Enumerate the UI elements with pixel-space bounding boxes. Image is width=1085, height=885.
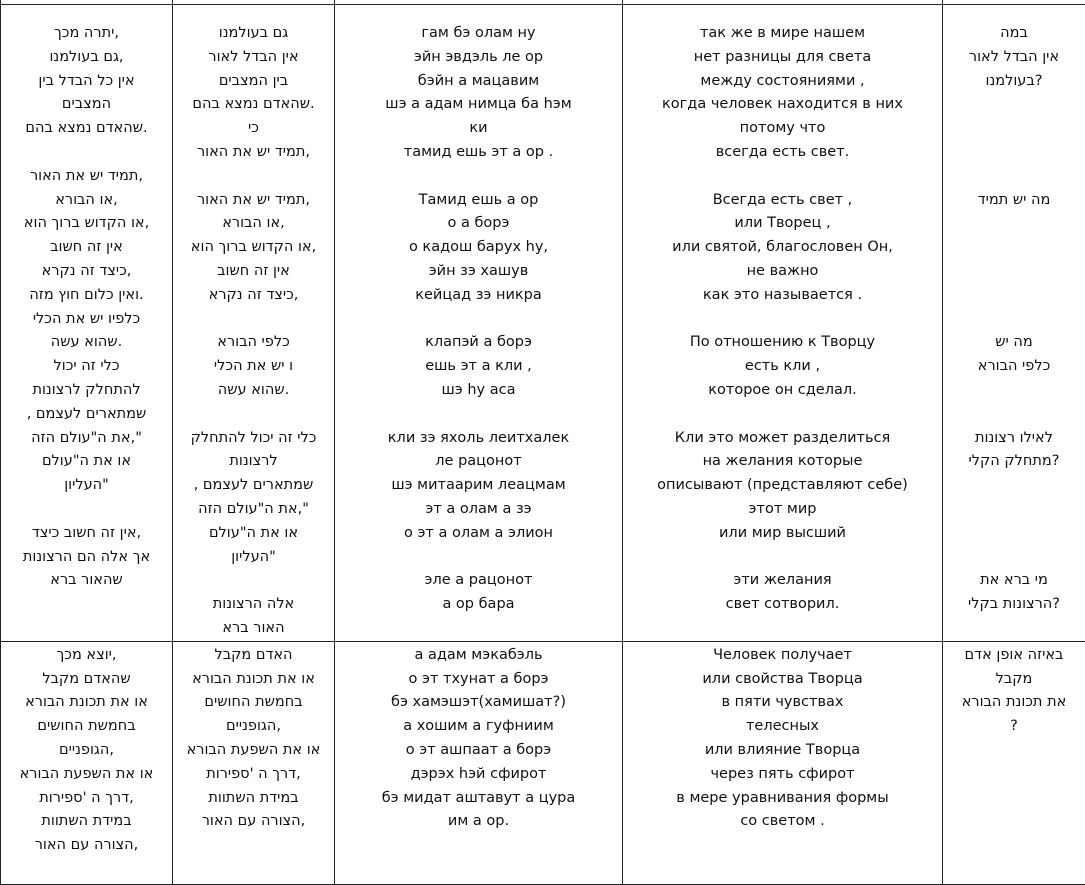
cell-line: או את ה"עולם	[173, 522, 334, 546]
cell-line	[335, 165, 622, 189]
cell-line: לרצונות	[173, 450, 334, 474]
cell-line: מי ברא את	[943, 569, 1085, 593]
cell-line: или Творец ,	[623, 212, 942, 236]
cell-line: со светом .	[623, 810, 942, 834]
cell-line: האור ברא	[173, 617, 334, 641]
cell-line: о эт ашпаат а борэ	[335, 739, 622, 763]
cell-line	[943, 403, 1085, 427]
cell-line	[943, 236, 1085, 260]
cell-line: המצבים	[1, 93, 172, 117]
cell-line: о эт а олам а элион	[335, 522, 622, 546]
cell-line: או את השפעת הבורא	[173, 739, 334, 763]
cell-line: במידת השתוות	[173, 787, 334, 811]
cell-hebrew-text	[1, 641, 173, 884]
cell-line: .ואין כלום חוץ מזה	[1, 284, 172, 308]
cell-line: в мере уравнивания формы	[623, 787, 942, 811]
cell-line: ,אין זה חשוב כיצד	[1, 522, 172, 546]
cell-line: о а борэ	[335, 212, 622, 236]
cell-line: ,גם בעולמנו	[1, 46, 172, 70]
cell-line: אלה הרצונות	[173, 593, 334, 617]
cell-line: מה יש תמיד	[943, 189, 1085, 213]
table-row	[1, 5, 1085, 642]
cell-line: .שהוא עשה	[173, 379, 334, 403]
cell-line	[173, 308, 334, 332]
cell-line: бэ хамэшэт(хамишат?)	[335, 691, 622, 715]
cell-line: ,כיצד זה נקרא	[173, 284, 334, 308]
cell-line: אך אלה הם הרצונות	[1, 546, 172, 570]
cell-line: מה יש	[943, 331, 1085, 355]
cell-line: Человек получает	[623, 644, 942, 668]
cell-line	[943, 117, 1085, 141]
cell-line: ,כיצד זה נקרא	[1, 260, 172, 284]
cell-line: эт а олам а зэ	[335, 498, 622, 522]
cell-line: ?הרצונות בקלי	[943, 593, 1085, 617]
cell-line: или мир высший	[623, 522, 942, 546]
cell-line: эти желания	[623, 569, 942, 593]
cell-line	[943, 474, 1085, 498]
cell-line: ?מתחלק הקלי	[943, 450, 1085, 474]
cell-line	[943, 498, 1085, 522]
cell-line	[335, 546, 622, 570]
cell-line: כלי זה יכול	[1, 355, 172, 379]
cell-line: שמתארים לעצמם ,	[173, 474, 334, 498]
cell-line: כלפי הבורא	[173, 331, 334, 355]
cell-line: אין כל הבדל בין	[1, 70, 172, 94]
cell-line: ,או הקדוש ברוך הוא	[1, 212, 172, 236]
cell-line: кейцад зэ никра	[335, 284, 622, 308]
cell-line	[943, 93, 1085, 117]
cell-line: אין זה חשוב	[1, 236, 172, 260]
cell-line: Всегда есть свет ,	[623, 189, 942, 213]
cell-line: или святой, благословен Он,	[623, 236, 942, 260]
cell-line: ,או הבורא	[173, 212, 334, 236]
cell-line: нет разницы для света	[623, 46, 942, 70]
cell-line: ו יש את הכלי	[173, 355, 334, 379]
cell-line: шэ hу аса	[335, 379, 622, 403]
cell-line: או את תכונת הבורא	[1, 691, 172, 715]
cell-line: не важно	[623, 260, 942, 284]
cell-translation	[623, 641, 943, 884]
cell-line: кли зэ яхоль леитхалек	[335, 427, 622, 451]
cell-line: או את השפעת הבורא	[1, 763, 172, 787]
cell-line: По отношению к Творцу	[623, 331, 942, 355]
table-row	[1, 641, 1085, 884]
cell-line: אין הבדל לאור	[943, 46, 1085, 70]
cell-line: ,הצורה עם האור	[1, 834, 172, 858]
cell-line	[943, 260, 1085, 284]
cell-line: Кли это может разделиться	[623, 427, 942, 451]
cell-line: дэрэх hэй сфирот	[335, 763, 622, 787]
cell-line: במידת השתוות	[1, 810, 172, 834]
cell-line: מקבל	[943, 668, 1085, 692]
cell-hebrew-short	[173, 641, 335, 884]
cell-line	[623, 546, 942, 570]
cell-line: шэ а адам нимца ба hэм	[335, 93, 622, 117]
cell-line: באיזה אופן אדם	[943, 644, 1085, 668]
cell-line: ,תמיד יש את האור	[1, 165, 172, 189]
cell-line: אין הבדל לאור	[173, 46, 334, 70]
cell-line: ,תמיד יש את האור	[173, 141, 334, 165]
cell-line: ",את ה"עולם הזה	[173, 498, 334, 522]
cell-line: клапэй а борэ	[335, 331, 622, 355]
cell-line: שהאדם מקבל	[1, 668, 172, 692]
cell-line: בחמשת החושים	[173, 691, 334, 715]
cell-hebrew-short	[173, 5, 335, 642]
cell-line: כלפי הבורא	[943, 355, 1085, 379]
cell-line	[335, 308, 622, 332]
cell-line: .שהאדם נמצא בהם	[1, 117, 172, 141]
cell-line	[335, 403, 622, 427]
cell-line: שהאור ברא	[1, 569, 172, 593]
cell-line: ,יתרה מכך	[1, 22, 172, 46]
cell-line: או את תכונת הבורא	[173, 668, 334, 692]
cell-line: ?בעולמנו	[943, 70, 1085, 94]
cell-line: להתחלק לרצונות	[1, 379, 172, 403]
cell-line: ,דרך ה 'ספירות	[173, 763, 334, 787]
cell-line: גם בעולמנו	[173, 22, 334, 46]
cell-line: ешь эт а кли ,	[335, 355, 622, 379]
cell-line	[943, 284, 1085, 308]
cell-line	[623, 165, 942, 189]
cell-line: шэ митаарим леацмам	[335, 474, 622, 498]
cell-line	[943, 522, 1085, 546]
cell-line: описывают (представляют себе)	[623, 474, 942, 498]
cell-line: בין המצבים	[173, 70, 334, 94]
cell-line: когда человек находится в них	[623, 93, 942, 117]
cell-line: ,הגופניים	[173, 715, 334, 739]
cell-line	[173, 165, 334, 189]
cell-line: между состояниями ,	[623, 70, 942, 94]
cell-line: которое он сделал.	[623, 379, 942, 403]
cell-line	[623, 308, 942, 332]
cell-line: אין זה חשוב	[173, 260, 334, 284]
cell-line: а адам мэкабэль	[335, 644, 622, 668]
cell-transliteration	[335, 641, 623, 884]
cell-line: или свойства Творца	[623, 668, 942, 692]
cell-line	[943, 546, 1085, 570]
cell-line: ,הגופניים	[1, 739, 172, 763]
cell-line: כי	[173, 117, 334, 141]
cell-line	[943, 212, 1085, 236]
cell-line: ,או הבורא	[1, 189, 172, 213]
cell-line	[943, 141, 1085, 165]
cell-line: כלי זה יכול להתחלק	[173, 427, 334, 451]
cell-line: בחמשת החושים	[1, 715, 172, 739]
cell-line: ?	[943, 715, 1085, 739]
cell-line: ,הצורה עם האור	[173, 810, 334, 834]
cell-line: ки	[335, 117, 622, 141]
cell-line: לאילו רצונות	[943, 427, 1085, 451]
cell-line: этот мир	[623, 498, 942, 522]
cell-line: о кадош барух hу,	[335, 236, 622, 260]
cell-line	[1, 498, 172, 522]
cell-line: .שהאדם נמצא בהם	[173, 93, 334, 117]
cell-line: есть кли ,	[623, 355, 942, 379]
cell-line: через пять сфирот	[623, 763, 942, 787]
cell-line: "העליון	[1, 474, 172, 498]
cell-line: всегда есть свет.	[623, 141, 942, 165]
cell-line: эле а рацонот	[335, 569, 622, 593]
cell-line: ,תמיד יש את האור	[173, 189, 334, 213]
cell-line	[173, 569, 334, 593]
cell-line: бэйн а мацавим	[335, 70, 622, 94]
cell-line: телесных	[623, 715, 942, 739]
cell-line: האדם מקבל	[173, 644, 334, 668]
cell-line: свет сотворил.	[623, 593, 942, 617]
cell-line: им а ор.	[335, 810, 622, 834]
cell-line: .שהוא עשה	[1, 331, 172, 355]
cell-line: а хошим а гуфниим	[335, 715, 622, 739]
cell-line: тамид ешь эт а ор .	[335, 141, 622, 165]
cell-line: במה	[943, 22, 1085, 46]
cell-line: эйн зэ хашув	[335, 260, 622, 284]
cell-line: ,או הקדוש ברוך הוא	[173, 236, 334, 260]
cell-line: потому что	[623, 117, 942, 141]
cell-line	[943, 308, 1085, 332]
cell-line: ,דרך ה 'ספירות	[1, 787, 172, 811]
cell-line: שמתארים לעצמם ,	[1, 403, 172, 427]
cell-line: את תכונת הבורא	[943, 691, 1085, 715]
cell-line: ле рацонот	[335, 450, 622, 474]
cell-line: как это называется .	[623, 284, 942, 308]
cell-line: о эт тхунат а борэ	[335, 668, 622, 692]
cell-line: гам бэ олам ну	[335, 22, 622, 46]
cell-line: כלפיו יש את הכלי	[1, 308, 172, 332]
cell-line: на желания которые	[623, 450, 942, 474]
cell-line: в пяти чувствах	[623, 691, 942, 715]
cell-line	[623, 403, 942, 427]
cell-line: бэ мидат аштавут а цура	[335, 787, 622, 811]
cell-line: ",את ה"עולם הזה	[1, 427, 172, 451]
cell-line: так же в мире нашем	[623, 22, 942, 46]
cell-questions	[943, 641, 1085, 884]
cell-line	[173, 403, 334, 427]
cell-line	[943, 379, 1085, 403]
cell-line: Тамид ешь а ор	[335, 189, 622, 213]
cell-translation	[623, 5, 943, 642]
cell-line	[1, 141, 172, 165]
cell-line: ,יוצא מכך	[1, 644, 172, 668]
cell-line: "העליון	[173, 546, 334, 570]
cell-hebrew-text	[1, 5, 173, 642]
cell-line: או את ה"עולם	[1, 450, 172, 474]
cell-line: или влияние Творца	[623, 739, 942, 763]
cell-line: эйн эвдэль ле ор	[335, 46, 622, 70]
cell-line	[943, 165, 1085, 189]
cell-line: а ор бара	[335, 593, 622, 617]
cell-questions	[943, 5, 1085, 642]
cell-transliteration	[335, 5, 623, 642]
